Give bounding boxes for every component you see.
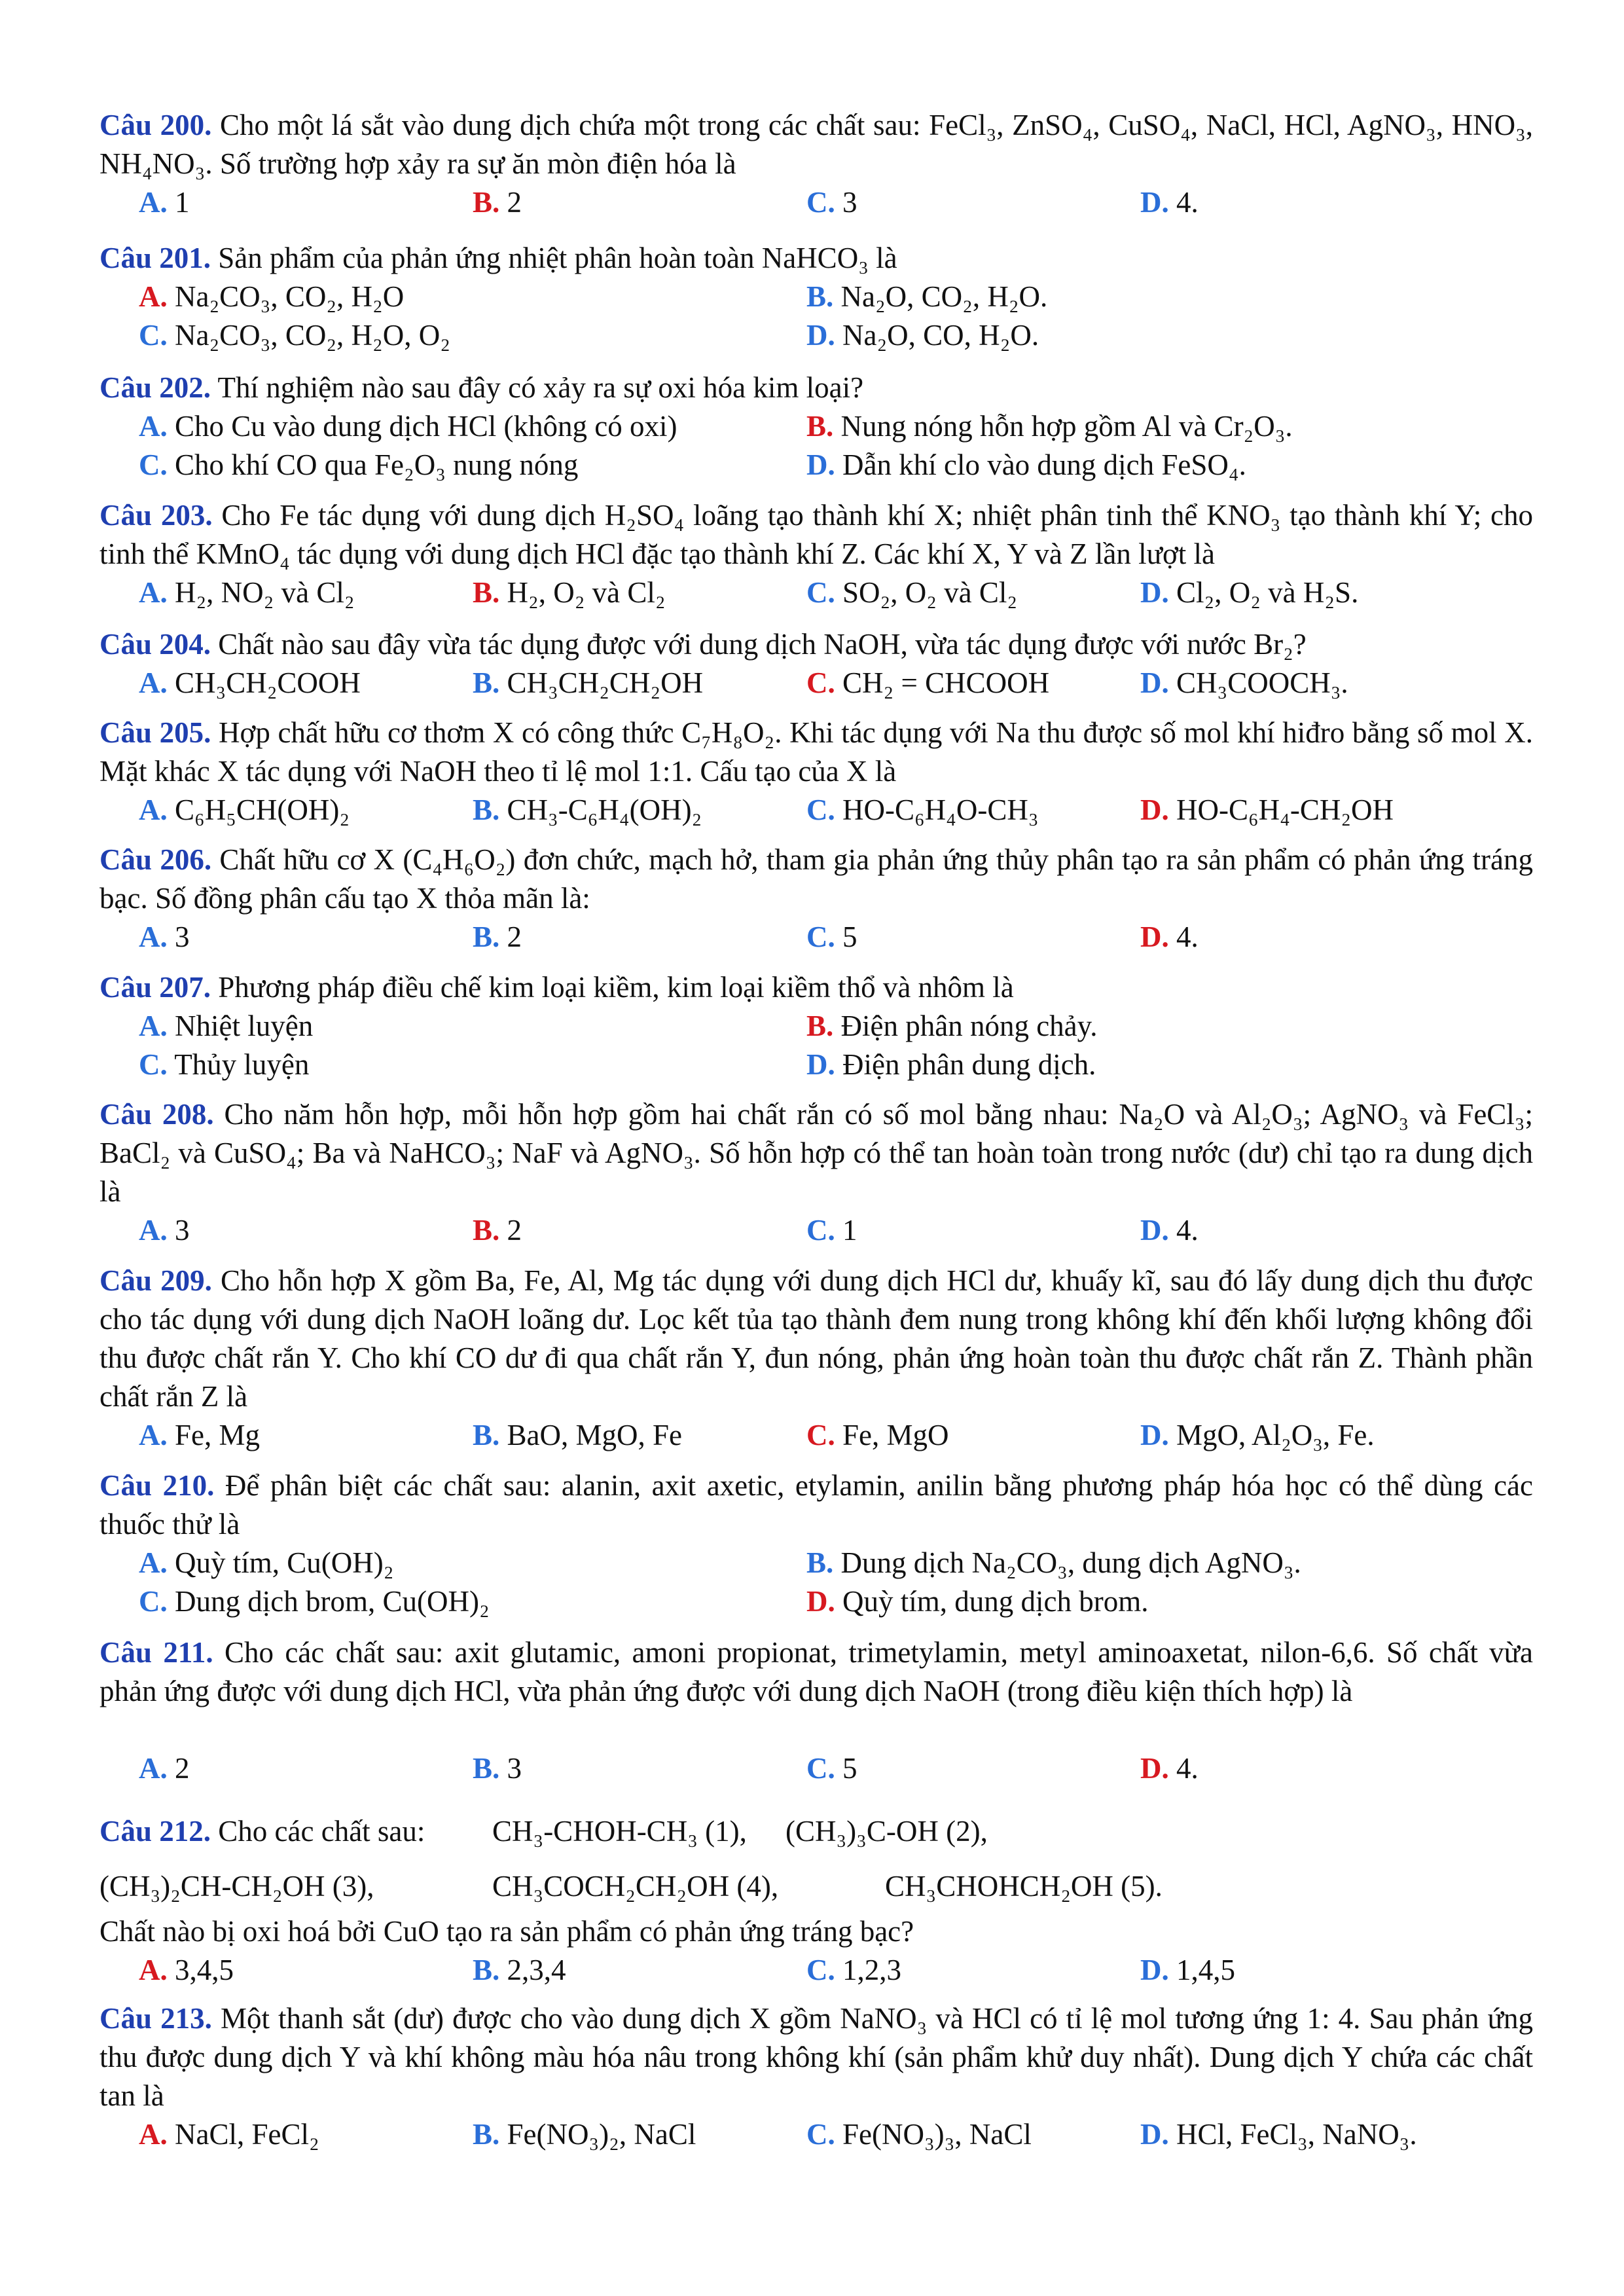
question-label: Câu 207.: [99, 971, 211, 1004]
question-stem: Phương pháp điều chế kim loại kiềm, kim loại kiềm thổ và nhôm là: [218, 971, 1014, 1004]
option-d[interactable]: D. HCl, FeCl₃, NaNO₃.: [1140, 2118, 1417, 2151]
compound-4: CH₃COCH₂CH₂OH (4),: [492, 1870, 779, 1903]
option-a[interactable]: A. H₂, NO₂ và Cl₂: [139, 576, 355, 609]
option-d[interactable]: D. 4.: [1140, 1752, 1199, 1785]
option-d[interactable]: D. 4.: [1140, 1214, 1199, 1247]
option-b[interactable]: B. Nung nóng hỗn hợp gồm Al và Cr₂O₃.: [806, 410, 1293, 443]
question-label: Câu 201.: [99, 242, 211, 274]
compound-3: (CH₃)₂CH-CH₂OH (3),: [99, 1870, 374, 1903]
question-211: [99, 1633, 1533, 1711]
question-207: [99, 968, 1533, 1007]
question-206: [99, 841, 1533, 918]
question-stem: Cho Fe tác dụng với dung dịch H₂SO₄ loãng tạo thành khí X; nhiệt phân tinh thể KNO₃ tạo thành khí Y; cho tinh thể KMnO₄ tác dụng với dung dịch HCl đặc tạo thành khí Z. Các khí X, Y và Z lần lượt là: [99, 499, 1533, 570]
question-label: Câu 209.: [99, 1264, 212, 1297]
option-d[interactable]: D. MgO, Al₂O₃, Fe.: [1140, 1419, 1375, 1451]
option-c[interactable]: C. HO-C₆H₄O-CH₃: [806, 793, 1039, 826]
option-b[interactable]: B. 2: [473, 920, 522, 953]
option-a[interactable]: A. C₆H₅CH(OH)₂: [139, 793, 350, 826]
option-a[interactable]: A. 2: [139, 1752, 190, 1785]
question-label: Câu 202.: [99, 371, 211, 404]
question-210: [99, 1467, 1533, 1544]
option-c[interactable]: C. Dung dịch brom, Cu(OH)₂: [139, 1585, 490, 1618]
question-label: Câu 213.: [99, 2002, 212, 2035]
option-c[interactable]: C. 5: [806, 1752, 857, 1785]
question-label: Câu 204.: [99, 628, 211, 661]
compound-5: CH₃CHOHCH₂OH (5).: [885, 1870, 1163, 1903]
option-a[interactable]: A. NaCl, FeCl₂: [139, 2118, 319, 2151]
option-d[interactable]: D. Điện phân dung dịch.: [806, 1048, 1096, 1081]
option-d[interactable]: D. CH₃COOCH₃.: [1140, 666, 1348, 699]
compound-2: (CH₃)₃C-OH (2),: [785, 1815, 988, 1848]
question-stem: Sản phẩm của phản ứng nhiệt phân hoàn toàn NaHCO₃ là: [218, 242, 897, 274]
option-c[interactable]: C. Fe, MgO: [806, 1419, 949, 1451]
question-208: [99, 1095, 1533, 1211]
question-label: Câu 210.: [99, 1469, 215, 1502]
option-a[interactable]: A. Quỳ tím, Cu(OH)₂: [139, 1546, 394, 1579]
option-b[interactable]: B. CH₃-C₆H₄(OH)₂: [473, 793, 702, 826]
option-a[interactable]: A. 3: [139, 920, 190, 953]
question-212-prompt: Chất nào bị oxi hoá bởi CuO tạo ra sản phẩm có phản ứng tráng bạc?: [99, 1915, 914, 1948]
question-label: Câu 203.: [99, 499, 213, 532]
option-a[interactable]: A. Nhiệt luyện: [139, 1010, 314, 1042]
question-201: [99, 239, 1533, 278]
option-b[interactable]: B. H₂, O₂ và Cl₂: [473, 576, 666, 609]
option-c[interactable]: C. CH₂ = CHCOOH: [806, 666, 1050, 699]
question-label: Câu 206.: [99, 843, 212, 876]
option-a[interactable]: A. Fe, Mg: [139, 1419, 261, 1451]
question-200: [99, 106, 1533, 183]
question-203: [99, 496, 1533, 574]
option-c[interactable]: C. Fe(NO₃)₃, NaCl: [806, 2118, 1032, 2151]
option-b[interactable]: B. BaO, MgO, Fe: [473, 1419, 683, 1451]
option-d[interactable]: D. Dẫn khí clo vào dung dịch FeSO₄.: [806, 448, 1246, 481]
question-stem: Chất hữu cơ X (C₄H₆O₂) đơn chức, mạch hở, tham gia phản ứng thủy phân tạo ra sản phẩm có phản ứng tráng bạc. Số đồng phân cấu tạo X thỏa mãn là:: [99, 843, 1533, 915]
question-stem: Cho hỗn hợp X gồm Ba, Fe, Al, Mg tác dụng với dung dịch HCl dư, khuấy kĩ, sau đó lấy dung dịch thu được cho tác dụng với dung dịch NaOH loãng dư. Lọc kết tủa tạo thành đem nung trong không khí đến khối lượng không đổi thu được chất rắn Y. Cho khí CO dư đi qua chất rắn Y, đun nóng, phản ứng hoàn toàn thu được chất rắn Z. Thành phần chất rắn Z là: [99, 1264, 1534, 1413]
option-d[interactable]: D. Quỳ tím, dung dịch brom.: [806, 1585, 1149, 1618]
question-209: [99, 1262, 1533, 1416]
question-212: [99, 1812, 425, 1851]
option-c[interactable]: C. Thủy luyện: [139, 1048, 310, 1081]
option-d[interactable]: D. HO-C₆H₄-CH₂OH: [1140, 793, 1394, 826]
option-b[interactable]: B. Fe(NO₃)₂, NaCl: [473, 2118, 696, 2151]
option-d[interactable]: D. 1,4,5: [1140, 1954, 1235, 1986]
option-c[interactable]: C. 1: [806, 1214, 857, 1247]
option-c[interactable]: C. Cho khí CO qua Fe₂O₃ nung nóng: [139, 448, 579, 481]
option-b[interactable]: B. 3: [473, 1752, 522, 1785]
option-d[interactable]: D. Na₂O, CO, H₂O.: [806, 319, 1039, 352]
question-202: [99, 369, 1533, 407]
option-c[interactable]: C. 1,2,3: [806, 1954, 901, 1986]
question-label: Câu 211.: [99, 1636, 213, 1669]
option-d[interactable]: D. 4.: [1140, 920, 1199, 953]
option-b[interactable]: B. Điện phân nóng chảy.: [806, 1010, 1098, 1042]
option-a[interactable]: A. Na₂CO₃, CO₂, H₂O: [139, 280, 405, 313]
option-b[interactable]: B. Na₂O, CO₂, H₂O.: [806, 280, 1048, 313]
option-b[interactable]: B. 2: [473, 1214, 522, 1247]
option-c[interactable]: C. 5: [806, 920, 857, 953]
question-stem: Thí nghiệm nào sau đây có xảy ra sự oxi hóa kim loại?: [217, 371, 864, 404]
question-stem: Để phân biệt các chất sau: alanin, axit axetic, etylamin, anilin bằng phương pháp hóa học có thể dùng các thuốc thử là: [99, 1469, 1534, 1540]
question-label: Câu 212.: [99, 1815, 211, 1848]
option-b[interactable]: B. 2: [473, 186, 522, 219]
question-label: Câu 200.: [99, 109, 212, 141]
option-b[interactable]: B. 2,3,4: [473, 1954, 566, 1986]
option-d[interactable]: D. Cl₂, O₂ và H₂S.: [1140, 576, 1359, 609]
option-c[interactable]: C. Na₂CO₃, CO₂, H₂O, O₂: [139, 319, 450, 352]
option-a[interactable]: A. 3,4,5: [139, 1954, 234, 1986]
question-205: [99, 714, 1533, 791]
option-c[interactable]: C. 3: [806, 186, 857, 219]
question-label: Câu 208.: [99, 1098, 214, 1131]
option-b[interactable]: B. CH₃CH₂CH₂OH: [473, 666, 704, 699]
option-c[interactable]: C. SO₂, O₂ và Cl₂: [806, 576, 1018, 609]
option-a[interactable]: A. Cho Cu vào dung dịch HCl (không có oxi): [139, 410, 677, 443]
question-stem: Hợp chất hữu cơ thơm X có công thức C₇H₈O₂. Khi tác dụng với Na thu được số mol khí hiđro bằng số mol X. Mặt khác X tác dụng với NaOH theo tỉ lệ mol 1:1. Cấu tạo của X là: [99, 716, 1533, 788]
question-stem: Chất nào sau đây vừa tác dụng được với dung dịch NaOH, vừa tác dụng được với nước Br₂?: [218, 628, 1307, 661]
option-b[interactable]: B. Dung dịch Na₂CO₃, dung dịch AgNO₃.: [806, 1546, 1301, 1579]
compound-1: CH₃-CHOH-CH₃ (1),: [492, 1815, 747, 1848]
question-stem: Cho một lá sắt vào dung dịch chứa một trong các chất sau: FeCl₃, ZnSO₄, CuSO₄, NaCl, HCl, AgNO₃, HNO₃, NH₄NO₃. Số trường hợp xảy ra sự ăn mòn điện hóa là: [99, 109, 1534, 180]
option-a[interactable]: A. CH₃CH₂COOH: [139, 666, 361, 699]
question-stem: Một thanh sắt (dư) được cho vào dung dịch X gồm NaNO₃ và HCl có tỉ lệ mol tương ứng 1: 4. Sau phản ứng thu được dung dịch Y và khí không màu hóa nâu trong không khí (sản phẩm khử duy nhất). Dung dịch Y chứa các chất tan là: [99, 2002, 1533, 2112]
question-stem: Cho năm hỗn hợp, mỗi hỗn hợp gồm hai chất rắn có số mol bằng nhau: Na₂O và Al₂O₃; AgNO₃ và FeCl₃; BaCl₂ và CuSO₄; Ba và NaHCO₃; NaF và AgNO₃. Số hỗn hợp có thể tan hoàn toàn trong nước (dư) chỉ tạo ra dung dịch là: [99, 1098, 1533, 1208]
question-213: [99, 1999, 1533, 2115]
option-d[interactable]: D. 4.: [1140, 186, 1199, 219]
question-label: Câu 205.: [99, 716, 211, 749]
question-stem: Cho các chất sau: axit glutamic, amoni propionat, trimetylamin, metyl aminoaxetat, nilon-6,6. Số chất vừa phản ứng được với dung dịch HCl, vừa phản ứng được với dung dịch NaOH (trong điều kiện thích hợp) là: [99, 1636, 1534, 1707]
option-a[interactable]: A. 3: [139, 1214, 190, 1247]
question-204: [99, 625, 1533, 664]
question-stem: Cho các chất sau:: [218, 1815, 425, 1848]
option-a[interactable]: A. 1: [139, 186, 190, 219]
